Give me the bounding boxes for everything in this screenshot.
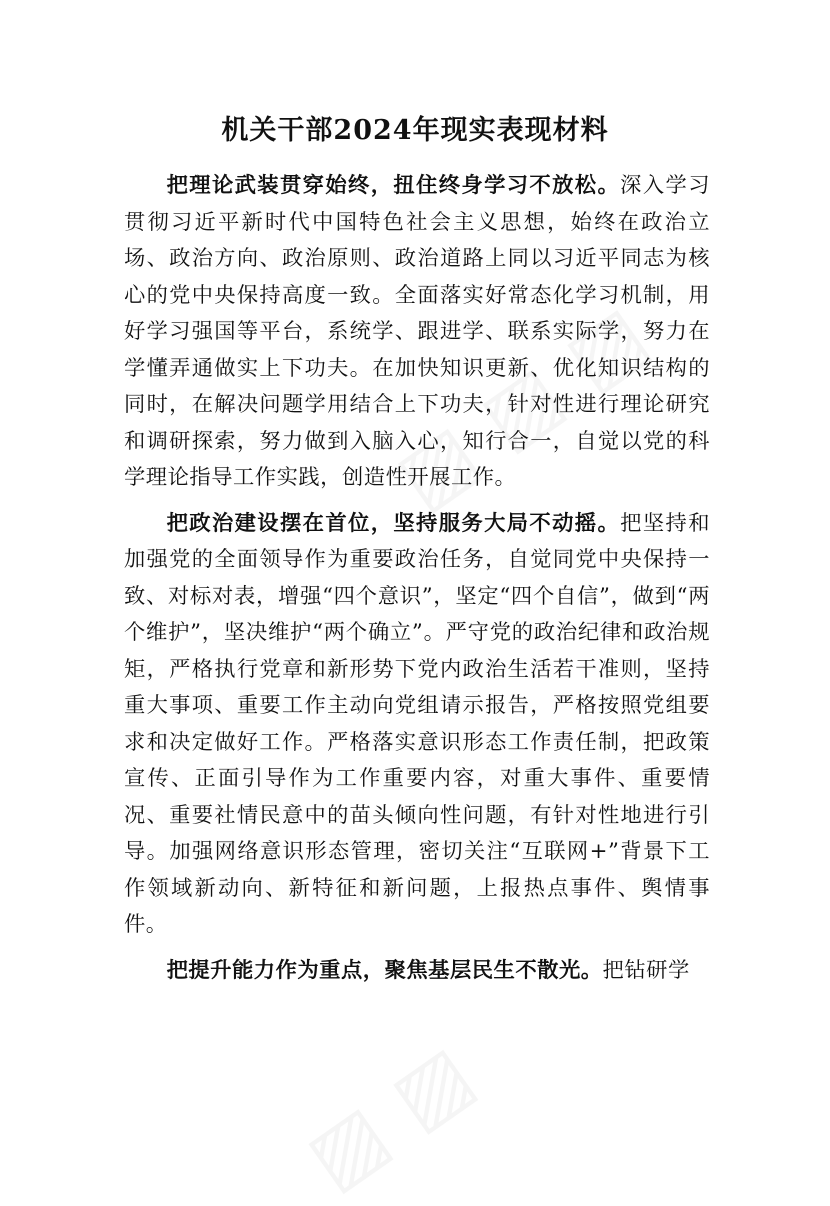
paragraph-heading: 把提升能力作为重点，聚焦基层民生不散光。 [166,957,603,983]
document-title: 机关干部2024年现实表现材料 [221,115,609,146]
paragraph-text: 深入学习贯彻习近平新时代中国特色社会主义思想，始终在政治立场、政治方向、政治原则、政治道路上同以习近平同志为核心的党中央保持高度一致。全面落实好常态化学习机制，用好学习强国等平台，系统学、跟进学、联系实际学，努力在学懂弄通做实上下功夫。在加快知识更新、优化知识结构的同时，在解决问题学用结合上下功夫，针对性进行理论研究和调研探索，努力做到入脑入心，知行合一，自觉以党的科学理论指导工作实践，创造性开展工作。 [124,173,710,490]
paragraph [124,168,710,497]
paragraph-text: 把坚持和加强党的全面领导作为重要政治任务，自觉同党中央保持一致、对标对表，增强“四个意识”，坚定“四个自信”，做到“两个维护”，坚决维护“两个确立”。严守党的政治纪律和政治规矩，严格执行党章和新形势下党内政治生活若干准则，坚持重大事项、重要工作主动向党组请示报告，严格按照党组要求和决定做好工作。严格落实意识形态工作责任制，把政策宣传、正面引导作为工作重要内容，对重大事件、重要情况、重要社情民意中的苗头倾向性问题，有针对性地进行引导。加强网络意识形态管理，密切关注“互联网+”背景下工作领域新动向、新特征和新问题，上报热点事件、舆情事件。 [124,510,710,937]
paragraph [124,953,710,990]
watermark [290,1027,490,1206]
paragraph [124,506,710,944]
paragraph-heading: 把理论武装贯穿始终，扭住终身学习不放松。 [166,173,621,198]
paragraph-heading: 把政治建设摆在首位，坚持服务大局不动摇。 [166,510,621,536]
paragraph-text: 把钻研学 [602,957,690,983]
document-body [124,168,710,998]
